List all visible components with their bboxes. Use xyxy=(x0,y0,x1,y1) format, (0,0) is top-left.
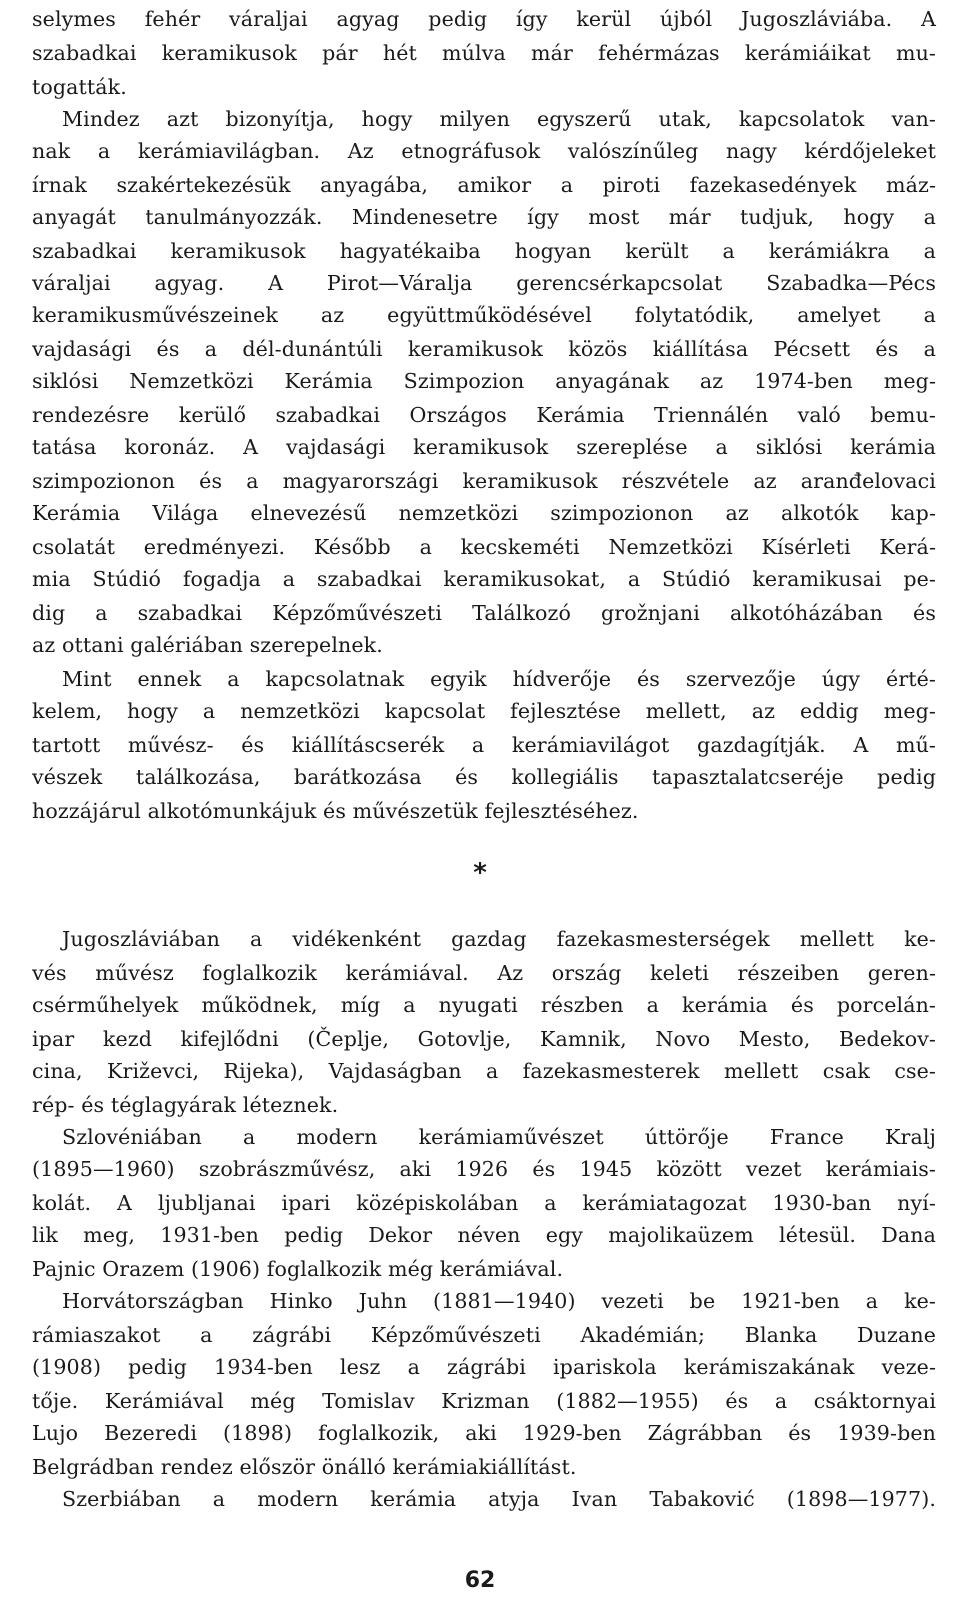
text-line: Kerámia Világa elnevezésű nemzetközi szimpozionon az alkotók kap- xyxy=(32,501,936,525)
text-line: az ottani galériában szerepelnek. xyxy=(32,633,383,657)
text-line: (1895—1960) szobrászművész, aki 1926 és 1945 között vezet kerámiais- xyxy=(32,1157,936,1181)
text-line: Belgrádban rendez először önálló kerámiakiállítást. xyxy=(32,1455,577,1479)
text-line: rép- és téglagyárak léteznek. xyxy=(32,1093,339,1117)
text-line: kolát. A ljubljanai ipari középiskolában a kerámiatagozat 1930-ban nyí- xyxy=(32,1191,936,1215)
text-line: kelem, hogy a nemzetközi kapcsolat fejlesztése mellett, az eddig meg- xyxy=(32,699,936,723)
text-line: szabadkai keramikusok pár hét múlva már fehérmázas kerámiáikat mu- xyxy=(32,41,936,65)
text-line: tartott művész- és kiállításcserék a kerámiavilágot gazdagítják. A mű- xyxy=(32,733,936,757)
text-line: Mint ennek a kapcsolatnak egyik hídverője és szervezője úgy érté- xyxy=(62,667,936,691)
text-line: tatása koronáz. A vajdasági keramikusok szereplése a siklósi kerámia xyxy=(32,435,936,459)
text-line: selymes fehér váraljai agyag pedig így kerül újból Jugoszláviába. A xyxy=(32,7,936,31)
text-line: tője. Kerámiával még Tomislav Krizman (1882—1955) és a csáktornyai xyxy=(32,1389,936,1413)
page-number: 62 xyxy=(464,1568,496,1593)
text-line: siklósi Nemzetközi Kerámia Szimpozion anyagának az 1974-ben meg- xyxy=(32,369,936,393)
text-line: Szlovéniában a modern kerámiaművészet úttörője France Kralj xyxy=(62,1125,936,1149)
text-line: togatták. xyxy=(32,75,127,99)
text-line: Mindez azt bizonyítja, hogy milyen egyszerű utak, kapcsolatok van- xyxy=(62,107,936,131)
text-line: cina, Križevci, Rijeka), Vajdaságban a fazekasmesterek mellett csak cse- xyxy=(32,1059,936,1083)
text-line: váraljai agyag. A Pirot—Váralja gerencsérkapcsolat Szabadka—Pécs xyxy=(32,271,936,295)
text-line: nak a kerámiavilágban. Az etnográfusok valószínűleg nagy kérdőjeleket xyxy=(32,139,936,163)
text-line: anyagát tanulmányozzák. Mindenesetre így most már tudjuk, hogy a xyxy=(32,205,936,229)
text-line: mia Stúdió fogadja a szabadkai keramikusokat, a Stúdió keramikusai pe- xyxy=(32,567,936,591)
text-line: szabadkai keramikusok hagyatékaiba hogyan került a kerámiákra a xyxy=(32,239,936,263)
text-line: vajdasági és a dél-dunántúli keramikusok közös kiállítása Pécsett és a xyxy=(32,337,936,361)
text-line: Pajnic Orazem (1906) foglalkozik még kerámiával. xyxy=(32,1257,564,1281)
text-line: lik meg, 1931-ben pedig Dekor néven egy majolikaüzem létesül. Dana xyxy=(32,1223,936,1247)
text-line: szimpozionon és a magyarországi keramikusok részvétele az aranđelovaci xyxy=(32,469,936,493)
text-line: vészek találkozása, barátkozása és kollegiális tapasztalatcseréje pedig xyxy=(32,765,936,789)
text-line: Horvátországban Hinko Juhn (1881—1940) vezeti be 1921-ben a ke- xyxy=(62,1289,936,1313)
text-line: csérműhelyek működnek, míg a nyugati részben a kerámia és porcelán- xyxy=(32,993,936,1017)
text-line: ipar kezd kifejlődni (Čeplje, Gotovlje, Kamnik, Novo Mesto, Bedekov- xyxy=(32,1027,936,1051)
text-line: Jugoszláviában a vidékenként gazdag fazekasmesterségek mellett ke- xyxy=(62,927,936,951)
text-line: keramikusművészeinek az együttműködésével folytatódik, amelyet a xyxy=(32,303,936,327)
text-line: írnak szakértekezésük anyagába, amikor a piroti fazekasedények máz- xyxy=(32,173,936,197)
text-line: (1908) pedig 1934-ben lesz a zágrábi ipariskola kerámiszakának veze- xyxy=(32,1355,936,1379)
text-line: dig a szabadkai Képzőművészeti Találkozó grožnjani alkotóházában és xyxy=(32,601,936,625)
text-line: csolatát eredményezi. Később a kecskeméti Nemzetközi Kísérleti Kerá- xyxy=(32,535,936,559)
text-line: vés művész foglalkozik kerámiával. Az ország keleti részeiben geren- xyxy=(32,961,936,985)
text-line: Szerbiában a modern kerámia atyja Ivan Tabaković (1898—1977). xyxy=(62,1487,936,1511)
section-separator: * xyxy=(473,858,487,888)
text-line: rendezésre kerülő szabadkai Országos Kerámia Triennálén való bemu- xyxy=(32,403,936,427)
text-line: hozzájárul alkotómunkájuk és művészetük fejlesztéséhez. xyxy=(32,799,639,823)
text-line: Lujo Bezeredi (1898) foglalkozik, aki 1929-ben Zágrábban és 1939-ben xyxy=(32,1421,936,1445)
text-line: rámiaszakot a zágrábi Képzőművészeti Akadémián; Blanka Duzane xyxy=(32,1323,936,1347)
